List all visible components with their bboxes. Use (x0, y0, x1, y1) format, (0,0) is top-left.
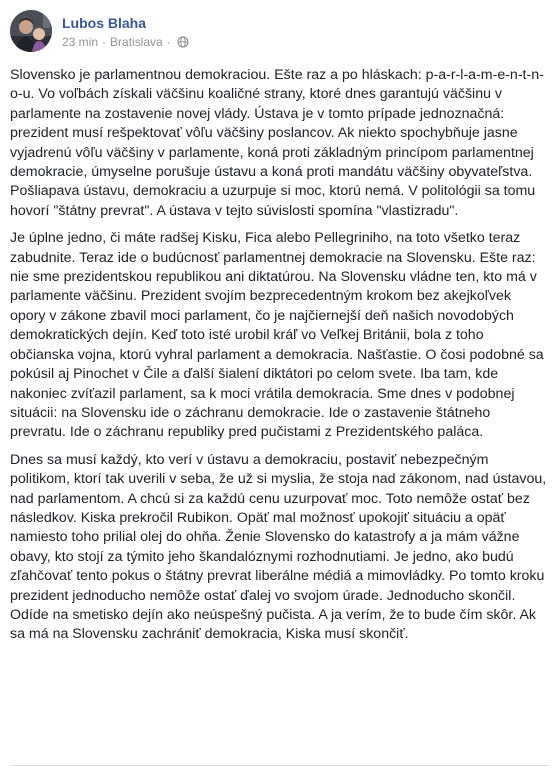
post-subline (62, 34, 189, 50)
avatar-photo (10, 10, 52, 52)
post-location[interactable]: Bratislava (110, 35, 163, 49)
post-header (10, 10, 189, 56)
post-divider (10, 765, 549, 766)
author-avatar[interactable] (10, 10, 52, 52)
post-paragraph: Slovensko je parlamentnou demokraciou. Ešte raz a po hláskach: p-a-r-l-a-m-e-n-t-n-o-u. Vo voľbách získali väčšinu koaličné strany, ktoré dnes garantujú väčšinu v parlamente na zostavenie novej vlády. Ústava je v tomto prípade jednoznačná: prezident musí rešpektovať vôľu väčšiny poslancov. Ak niekto spochybňuje jasne vyjadrenú vôľu väčšiny v parlamente, koná proti základným princípom parlamentnej demokracie, úmyselne porušuje ústavu a koná proti mandátu väčšiny obyvateľstva. Pošliapava ústavu, demokraciu a uzurpuje si moc, ktorú nemá. V politológii sa tomu hovorí "štátny prevrat". A ústava v tejto súvislosti spomína "vlastizradu". (10, 67, 544, 219)
post-meta (62, 10, 189, 50)
post-paragraph: Je úplne jedno, či máte radšej Kisku, Fica alebo Pellegriniho, na toto všetko teraz zabudnite. Teraz ide o budúcnosť parlamentnej demokracie na Slovensku. Ešte raz: nie sme prezidentskou republikou ani diktatúrou. Na Slovensku vládne ten, kto má v parlamente väčšinu. Prezident svojím bezprecedentným krokom bez akejkoľvek opory v zákone zbavil moci parlament, čo je najčiernejší deň našich novodobých demokratických dejín. Keď toto isté urobil kráľ vo Veľkej Británii, bola z toho občianska vojna, ktorú vyhral parlament a demokracia. Našťastie. O čosi podobné sa pokúsil aj Pinochet v Čile a ďalší šialení diktátori po celom svete. Iba tam, kde nakoniec zvíťazil parlament, sa k moci vrátila demokracia. Sme dnes v podobnej situácii: na Slovensku ide o záchranu demokracie. Ide o zastavenie štátneho prevratu. Ide o záchranu republiky pred pučistami z Prezidentského paláca. (10, 230, 544, 441)
globe-icon[interactable] (177, 36, 189, 48)
separator-dot: · (102, 35, 107, 49)
author-name[interactable]: Lubos Blaha (62, 15, 147, 31)
post-timestamp[interactable]: 23 min (62, 35, 99, 49)
post-paragraph: Dnes sa musí každý, kto verí v ústavu a demokraciu, postaviť nebezpečným politikom, ktorí tak uverili v seba, že už si myslia, že stoja nad zákonom, nad ústavou, nad parlamentom. A chcú si za každú cenu uzurpovať moc. Toto nemôže ostať bez následkov. Kiska prekročil Rubikon. Opäť mal možnosť upokojiť situáciu a opäť namiesto toho prilial olej do ohňa. Ženie Slovensko do katastrofy a ja mám vážne obavy, kto stojí za týmito jeho škandalóznymi rozhodnutiami. Je jedno, ako budú zľahčovať tento pokus o štátny prevrat liberálne médiá a mimovládky. Po tomto kroku prezident jednoducho nemôže ostať ďalej vo svojom úrade. Jednoducho skončil. Odíde na smetisko dejín ako neúspešný pučista. A ja verím, že to bude čím skôr. Ak sa má na Slovensku zachrániť demokracia, Kiska musí skončiť. (10, 451, 547, 643)
post-body (10, 66, 548, 653)
separator-dot: · (166, 35, 171, 49)
